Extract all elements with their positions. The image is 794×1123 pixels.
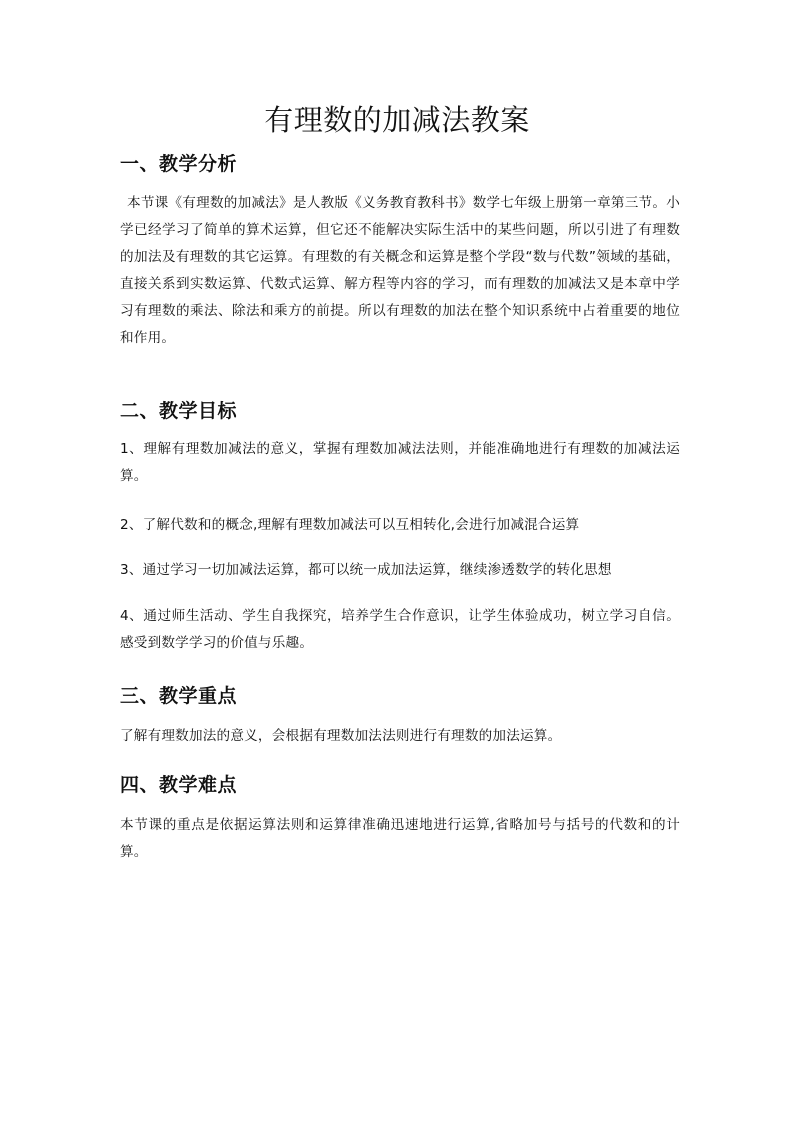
objective-item-2: 2、了解代数和的概念,理解有理数加减法可以互相转化,会进行加减混合运算 — [120, 517, 580, 533]
difficulties-paragraph: 本节课的重点是依据运算法则和运算律准确迅速地进行运算,省略加号与括号的代数和的计算。 — [120, 817, 680, 860]
section-analysis-paragraph: 本节课《有理数的加减法》是人教版《义务教育教科书》数学七年级上册第一章第三节。小学已经学习了简单的算术运算，但它还不能解决实际生活中的某些问题，所以引进了有理数的加法及有理数的其它运算。有理数的有关概念和运算是整个学段“数与代数”领域的基础，直接关系到实数运算、代数式运算、解方程等内容的学习，而有理数的加减法又是本章中学习有理数的乘法、除法和乘方的前提。所以有理数的加法在整个知识系统中占着重要的地位和作用。 — [120, 195, 680, 346]
objective-item-4: 4、通过师生活动、学生自我探究，培养学生合作意识，让学生体验成功，树立学习自信。感受到数学学习的价值与乐趣。 — [120, 608, 680, 651]
section-heading-key-points: 三、教学重点 — [120, 685, 238, 707]
objective-item-1: 1、理解有理数加减法的意义，掌握有理数加减法法则，并能准确地进行有理数的加减法运算。 — [120, 441, 680, 484]
key-points-paragraph: 了解有理数加法的意义，会根据有理数加法法则进行有理数的加法运算。 — [120, 728, 562, 744]
section-heading-difficulties: 四、教学难点 — [120, 774, 238, 796]
objective-item-3: 3、通过学习一切加减法运算，都可以统一成加法运算，继续渗透数学的转化思想 — [120, 562, 612, 578]
section-heading-objectives: 二、教学目标 — [120, 400, 238, 422]
document-title: 有理数的加减法教案 — [264, 103, 530, 137]
section-heading-analysis: 一、教学分析 — [120, 153, 238, 175]
